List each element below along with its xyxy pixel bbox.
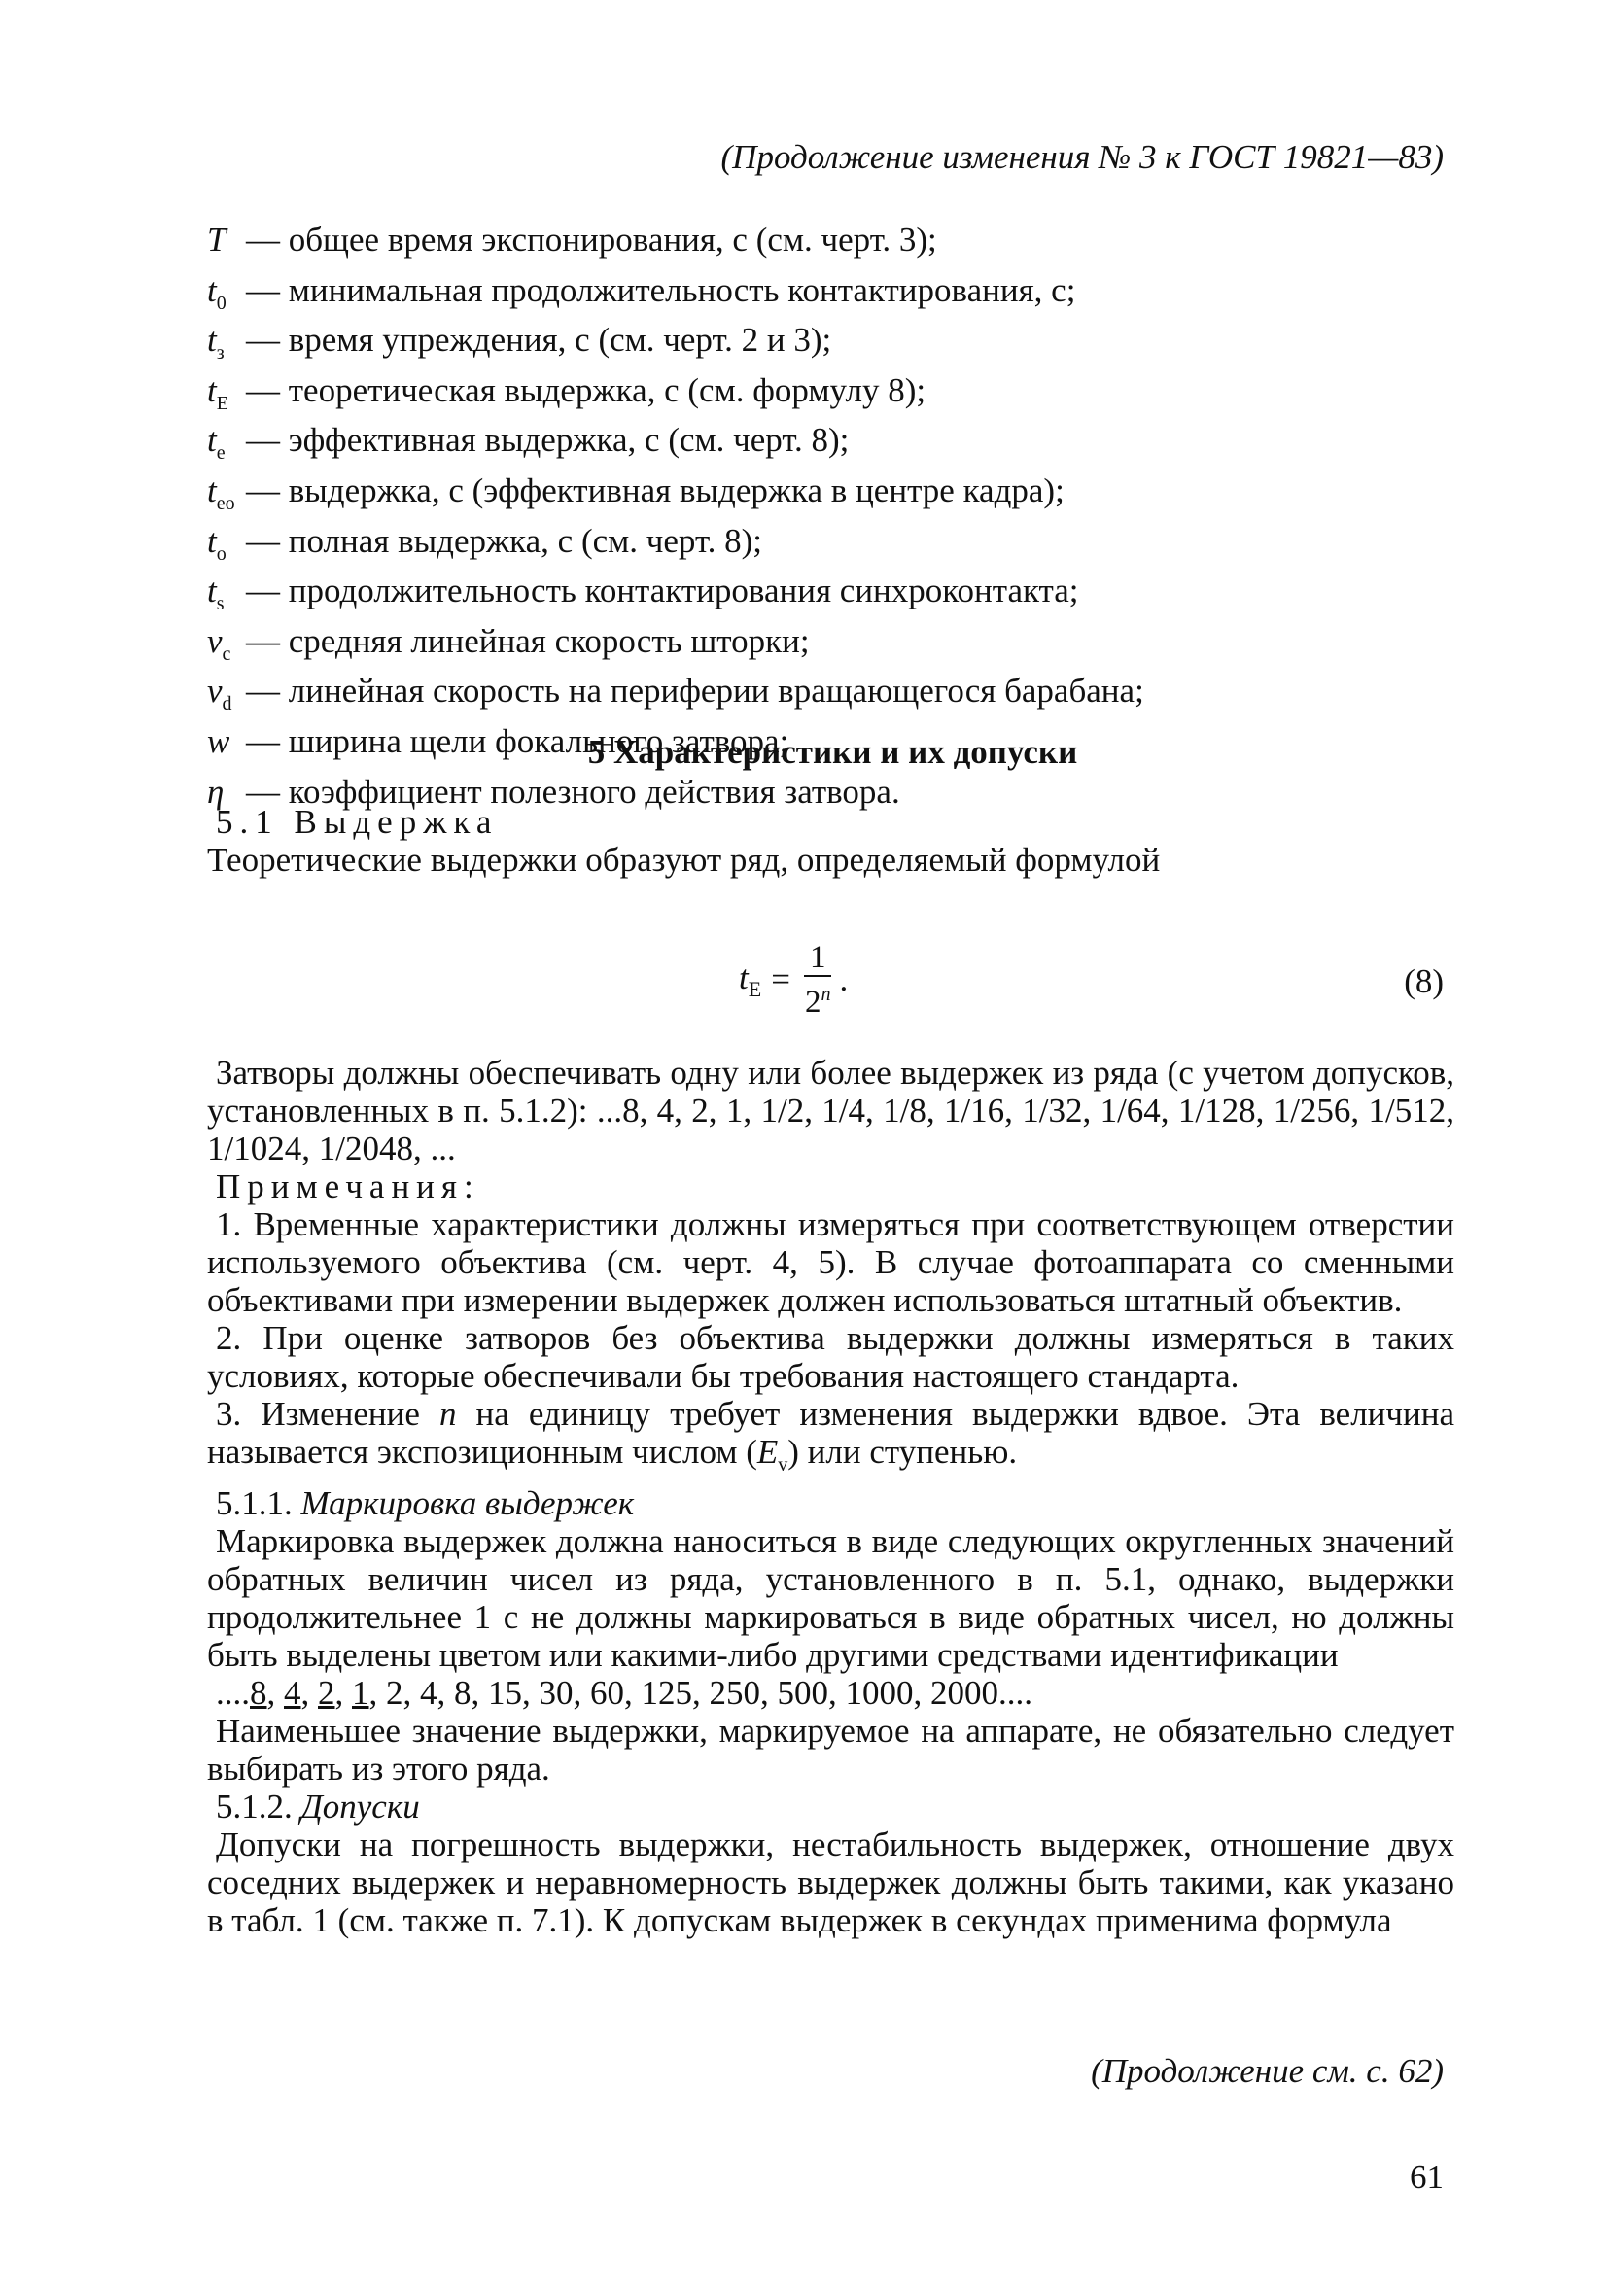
continuation-note: (Продолжение см. с. 62) [1091, 2052, 1444, 2090]
definition-item [207, 322, 1144, 372]
definition-symbol: T [207, 221, 227, 259]
definition-symbol: $t_з$ [207, 321, 225, 365]
definition-item [207, 573, 1144, 623]
definition-item [207, 222, 1144, 272]
marked-value: 1 [352, 1674, 369, 1712]
running-header: (Продолжение изменения № 3 к ГОСТ 19821—83) [720, 138, 1444, 176]
subsection-5-1-intro: Теоретические выдержки образуют ряд, определяемый формулой [207, 841, 1161, 879]
subsection-5-1-2-heading: 5.1.2. Допуски [216, 1788, 420, 1826]
definition-text: — средняя линейная скорость шторки; [246, 621, 810, 660]
subsection-5-1-1-heading: 5.1.1. Маркировка выдержек [216, 1484, 635, 1522]
definition-item [207, 623, 1144, 674]
formula-lhs: $t_E$ [739, 957, 762, 1001]
formula-numerator: 1 [804, 940, 832, 977]
note-2: 2. При оценке затворов без объектива выдержки должны измеряться в таких условиях, которые обеспечивали бы требования настоящего стандарта. [207, 1319, 1454, 1395]
subsection-5-1-heading: 5.1 Выдержка [216, 803, 499, 841]
definition-symbol: $v_d$ [207, 672, 232, 715]
definition-symbol: $t_o$ [207, 521, 227, 565]
definition-symbol: η [207, 772, 225, 811]
marking-series: ....8, 4, 2, 1, 2, 4, 8, 15, 30, 60, 125, 250, 500, 1000, 2000.... [216, 1674, 1032, 1712]
definition-text: — эффективная выдержка, с (см. черт. 8); [246, 421, 850, 460]
definition-item [207, 472, 1144, 523]
main-body [207, 1054, 1454, 1939]
definition-symbol: $t_E$ [207, 370, 228, 414]
definition-text: — выдержка, с (эффективная выдержка в центре кадра); [246, 470, 1065, 509]
formula-equals: = [771, 960, 790, 998]
formula-8 [739, 941, 848, 1019]
notes-heading: Примечания: [216, 1167, 480, 1205]
definition-item [207, 523, 1144, 574]
note-3: 3. Изменение n на единицу требует изменения выдержки вдвое. Эта величина называется экспозиционным числом $(E_v)$ или ступенью. [207, 1395, 1455, 1476]
definition-text: — общее время экспонирования, с (см. черт. 3); [246, 221, 937, 259]
definition-text: — минимальная продолжительность контактирования, с; [246, 270, 1076, 309]
definition-symbol: w [207, 721, 230, 760]
definition-item [207, 272, 1144, 323]
definition-text: — коэффициент полезного действия затвора. [246, 772, 900, 811]
formula-tail: . [839, 960, 849, 998]
paragraph-smallest: Наименьшее значение выдержки, маркируемое на аппарате, не обязательно следует выбирать из этого ряда. [207, 1712, 1454, 1788]
formula-fraction [804, 940, 832, 1020]
subsection-5-1 [207, 803, 1454, 879]
definition-text: — продолжительность контактирования синхроконтакта; [246, 572, 1079, 610]
paragraph-marking: Маркировка выдержек должна наноситься в виде следующих округленных значений обратных величин чисел из ряда, установленного в п. 5.1, однако, выдержки продолжительнее 1 с не должны маркироваться в виде обратных чисел, но должны быть выделены цветом или какими-либо другими средствами идентификации [207, 1522, 1454, 1674]
page-number: 61 [1410, 2158, 1444, 2196]
definition-symbol: $t_{eo}$ [207, 470, 235, 514]
definition-text: — полная выдержка, с (см. черт. 8); [246, 521, 763, 560]
definition-text: — ширина щели фокального затвора; [246, 721, 789, 760]
definition-item [207, 422, 1144, 472]
section-title: 5 Характеристики и их допуски [587, 733, 1078, 771]
definition-symbol: $t_s$ [207, 572, 225, 615]
definition-text: — теоретическая выдержка, с (см. формулу 8); [246, 370, 926, 409]
note-1: 1. Временные характеристики должны измеряться при соответствующем отверстии используемого объектива (см. черт. 4, 5). В случае фотоаппарата со сменными объективами при измерении выдержек должен использоваться штатный объектив. [207, 1205, 1454, 1319]
formula-denominator: 2$^n$ [804, 984, 831, 1020]
paragraph-shutters: Затворы должны обеспечивать одну или более выдержек из ряда (с учетом допусков, установленных в п. 5.1.2): ...8, 4, 2, 1, 1/2, 1/4, 1/8, 1/16, 1/32, 1/64, 1/128, 1/256, 1/512, 1/1024, 1/2048, ... [207, 1054, 1454, 1167]
definition-symbol: $v_c$ [207, 621, 231, 665]
marked-value: 2 [318, 1674, 335, 1712]
definition-item [207, 372, 1144, 423]
definition-text: — время упреждения, с (см. черт. 2 и 3); [246, 321, 832, 360]
definition-symbol: $t_0$ [207, 270, 227, 314]
definition-text: — линейная скорость на периферии вращающегося барабана; [246, 672, 1144, 711]
definition-symbol: $t_e$ [207, 421, 226, 465]
formula-number: (8) [1404, 962, 1444, 1000]
paragraph-tolerances: Допуски на погрешность выдержки, нестабильность выдержек, отношение двух соседних выдержек и неравномерность выдержек должны быть такими, как указано в табл. 1 (см. также п. 7.1). К допускам выдержек в секундах применима формула [207, 1826, 1454, 1939]
marked-value: 4 [284, 1674, 301, 1712]
definition-item [207, 673, 1144, 723]
marked-value: 8 [250, 1674, 267, 1712]
